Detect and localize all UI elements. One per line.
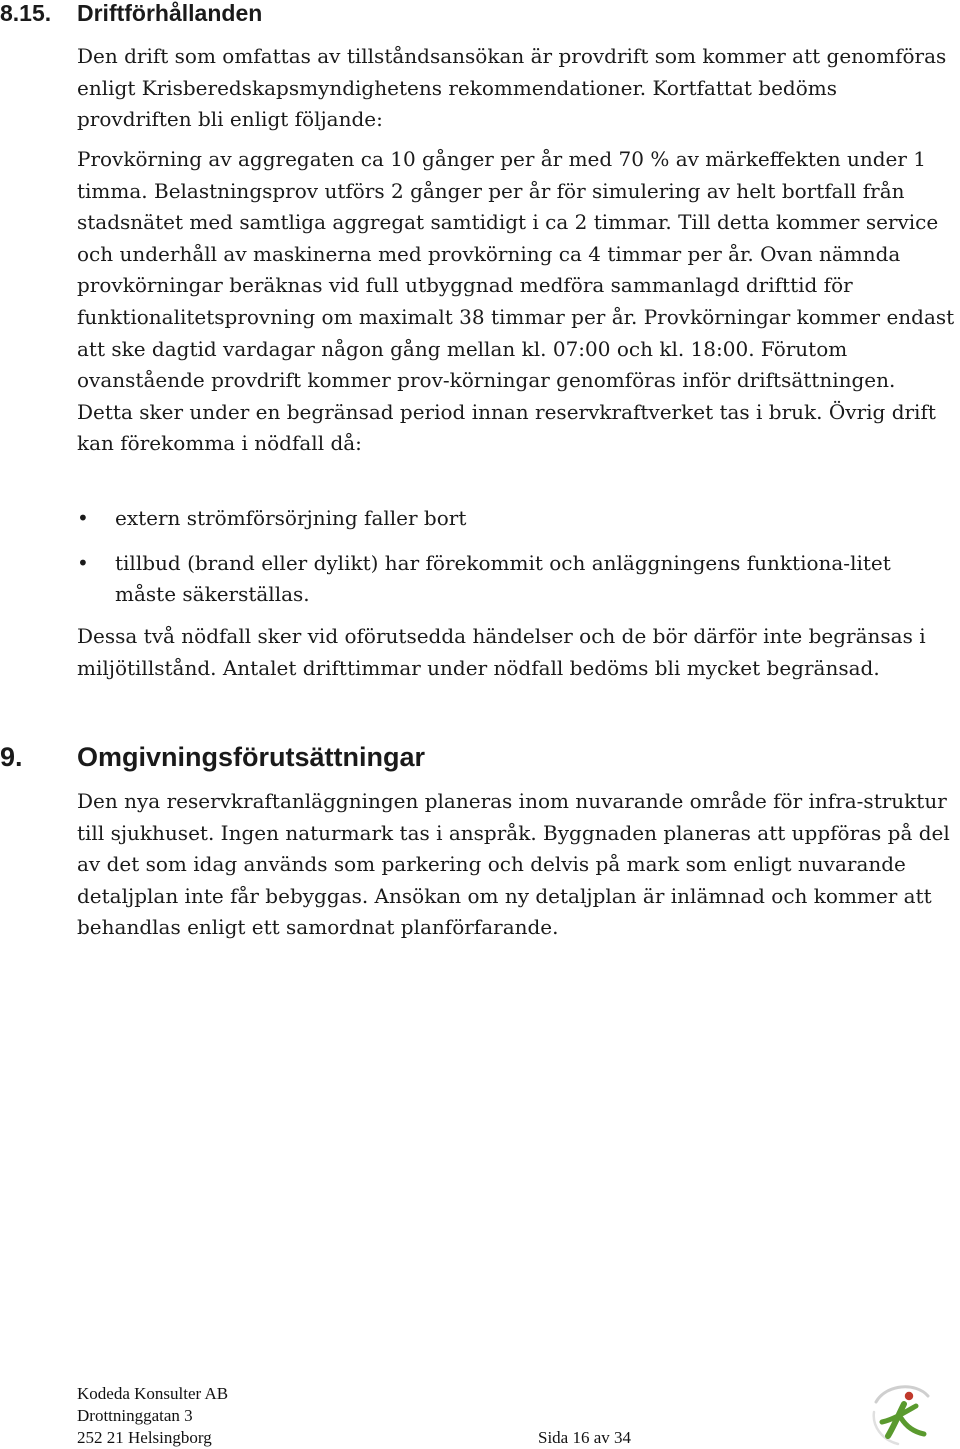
bullet-icon: • bbox=[77, 550, 89, 575]
page-number: Sida 16 av 34 bbox=[538, 1428, 632, 1447]
section-number: 8.15. bbox=[0, 0, 52, 26]
section-title: Omgivningsförutsättningar bbox=[77, 742, 426, 772]
list-item-text: extern strömförsörjning faller bort bbox=[115, 506, 467, 530]
section-heading-9 bbox=[0, 742, 960, 778]
footer-address bbox=[77, 1383, 737, 1449]
footer-postal: 252 21 Helsingborg bbox=[77, 1428, 212, 1447]
list-item bbox=[77, 548, 957, 611]
section-title: Driftförhållanden bbox=[77, 0, 263, 26]
section-8-15-operation bbox=[77, 144, 957, 460]
section-8-15-emergency bbox=[77, 621, 957, 684]
bullet-icon: • bbox=[77, 506, 89, 530]
section-9-body bbox=[77, 786, 957, 944]
paragraph: Den drift som omfattas av tillståndsansökan är provdrift som kommer att genomföras enligt Krisberedskapsmyndighetens rekommendationer. Kortfattat bedöms provdriften bli enligt följande: bbox=[77, 44, 947, 132]
section-8-15-intro bbox=[77, 41, 957, 136]
paragraph: Dessa två nödfall sker vid oförutsedda händelser och de bör därför inte begränsas i miljötillstånd. Antalet drifttimmar under nödfall bedöms bli mycket begränsad. bbox=[77, 624, 926, 680]
paragraph: Den nya reservkraftanläggningen planeras inom nuvarande område för infra-struktur till sjukhuset. Ingen naturmark tas i anspråk. Byggnaden planeras att uppföras på del av det som idag används som parkering och delvis på mark som enligt nuvarande detaljplan inte får bebyggas. Ansökan om ny detaljplan är inlämnad och kommer att behandlas enligt ett samordnat planförfarande. bbox=[77, 789, 950, 940]
list-item-text: tillbud (brand eller dylikt) har förekommit och anläggningens funktiona-litet måste säkerställas. bbox=[115, 550, 891, 607]
footer-company: Kodeda Konsulter AB bbox=[77, 1384, 229, 1403]
section-heading-8-15 bbox=[0, 0, 960, 36]
paragraph: Provkörning av aggregaten ca 10 gånger per år med 70 % av märkeffekten under 1 timma. Belastningsprov utförs 2 gånger per år för simulering av helt bortfall från stadsnätet med samtliga aggregat samtidigt i ca 2 timmar. Till detta kommer service och underhåll av maskinerna med provkörning ca 4 timmar per år. Ovan nämnda provkörningar beräknas vid full utbyggnad medföra sammanlagd drifttid för funktionalitetsprovning om maximalt 38 timmar per år. Provkörningar kommer endast att ske dagtid vardagar någon gång mellan kl. 07:00 och kl. 18:00. Förutom ovanstående provdrift kommer prov-körningar genomföras inför driftsättningen. Detta sker under en begränsad period innan reservkraftverket tas i bruk. Övrig drift kan förekomma i nödfall då: bbox=[77, 147, 955, 456]
footer-street: Drottninggatan 3 bbox=[77, 1406, 193, 1425]
section-number: 9. bbox=[0, 742, 23, 772]
emergency-list bbox=[77, 503, 957, 611]
kodeda-logo-icon bbox=[868, 1382, 934, 1448]
list-item bbox=[77, 503, 957, 535]
